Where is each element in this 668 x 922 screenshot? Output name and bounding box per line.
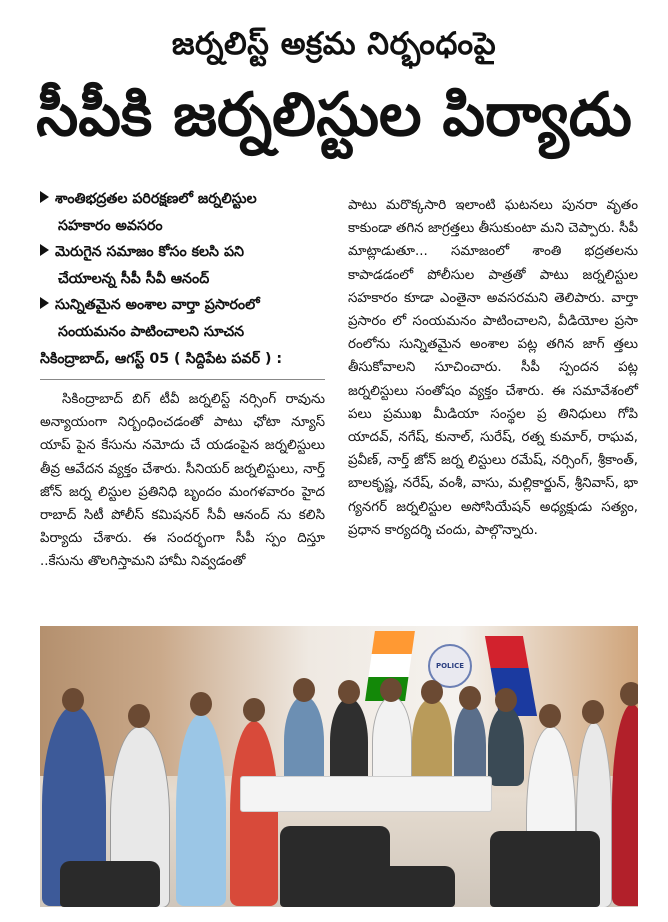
person-head	[380, 678, 402, 702]
person	[330, 698, 368, 786]
left-body-text: సికింద్రాబాద్ బిగ్ టీవీ జర్నలిస్ట్ నర్సింగ్ రావును అన్యాయంగా నిర్బంధించడంతో పాటు ఛోటా న్యూస్ యాప్ పైన కేసును నమోదు చే యడంపైన జర్నలిస్టులు తీవ్ర ఆవేదన వ్యక్తం చేశారు. సీనియర్ జర్నలిస్టులు, నార్త్ జోన్ జర్న లిస్టుల ప్రతినిధి బృందం మంగళవారం హైద రాబాద్ సిటీ పోలీస్ కమిషనర్ సీవీ ఆనంద్ ను కలిసి పిర్యాదు చేశారు. ఈ సందర్భంగా సీపీ స్పం దిస్తూ ..కేసును తొలగిస్తామని హామీ నివ్వడంతో	[40, 392, 325, 570]
person	[488, 706, 524, 786]
person	[230, 721, 278, 906]
person-head	[190, 692, 212, 716]
person	[372, 696, 412, 788]
article-headline: సీపీకి జర్నలిస్టుల పిర్యాదు	[36, 80, 632, 150]
highlight-3: సున్నితమైన అంశాల వార్తా ప్రసారంలో సంయమనం పాటించాలని సూచన	[40, 292, 325, 345]
chair	[325, 866, 455, 907]
chair	[60, 861, 160, 907]
person-head	[539, 704, 561, 728]
person	[412, 698, 452, 786]
bullet-icon	[40, 191, 49, 203]
police-emblem: POLICE	[428, 644, 472, 688]
bullet-icon	[40, 244, 49, 256]
highlight-2: మెరుగైన సమాజం కోసం కలసి పని చేయాలన్న సీపీ సీవీ ఆనంద్	[40, 239, 325, 292]
dateline: సికింద్రాబాద్, ఆగస్ట్ 05 ( సిద్దిపేట పవర్ ) :	[40, 351, 283, 367]
person-head	[495, 688, 517, 712]
person-head	[620, 682, 638, 706]
desk	[240, 776, 492, 812]
person-head	[62, 688, 84, 712]
person-head	[459, 686, 481, 710]
person-head	[293, 678, 315, 702]
person	[284, 696, 324, 786]
left-column	[40, 186, 325, 574]
right-column	[348, 194, 638, 542]
person-head	[338, 680, 360, 704]
person	[176, 714, 226, 906]
highlight-1: శాంతిభద్రతల పరిరక్షణలో జర్నలిస్టుల సహకారం అవసరం	[40, 186, 325, 239]
person-head	[243, 698, 265, 722]
bullet-icon	[40, 297, 49, 309]
person-head	[128, 704, 150, 728]
article-kicker: జర్నలిస్ట్ అక్రమ నిర్భంధంపై	[171, 26, 497, 62]
person	[454, 704, 486, 786]
divider	[40, 379, 325, 380]
person-head	[582, 700, 604, 724]
news-photo	[40, 626, 638, 907]
chair	[490, 831, 600, 907]
person-head	[421, 680, 443, 704]
right-body-text: పాటు మరొక్కసారి ఇలాంటి ఘటనలు పునరా వృతం కాకుండా తగిన జాగ్రత్తలు తీసుకుంటా మని చెప్పారు. సీపీ మాట్లాడుతూ... సమాజంలో శాంతి భద్రతలను కాపాడడంలో పోలీసుల పాత్రతో పాటు జర్నలిస్టుల సహకారం కూడా ఎంతైనా అవసరమని తెలిపారు. వార్తా ప్రసారం లో సంయమనం పాటించాలని, వీడియోల ప్రసా రంలోను సున్నితమైన అంశాల పట్ల తగిన జాగ్ త్తలు తీసుకోవాలని సూచించారు. సీపీ స్పందన పట్ల జర్నలిస్టులు సంతోషం వ్యక్తం చేశారు. ఈ సమావేశంలో పలు ప్రముఖ మీడియా సంస్థల ప్ర తినిధులు గోపి యాదవ్, నగేష్, కునాల్, సురేష్, రత్న కుమార్, రాఘవ, ప్రవీణ్, నార్త్ జోన్ జర్న లిస్టులు రమేష్, నర్సింగ్, శ్రీకాంత్, బాలకృష్ణ, నరేష్, వంశీ, వాసు, మల్లికార్జున్, శ్రీనివాస్, భా గ్యనగర్ జర్నలిస్టుల అసోసియేషన్ అధ్యక్షుడు సత్యం, ప్రధాన కార్యదర్శి చందు, పాల్గొన్నారు.	[348, 198, 638, 538]
